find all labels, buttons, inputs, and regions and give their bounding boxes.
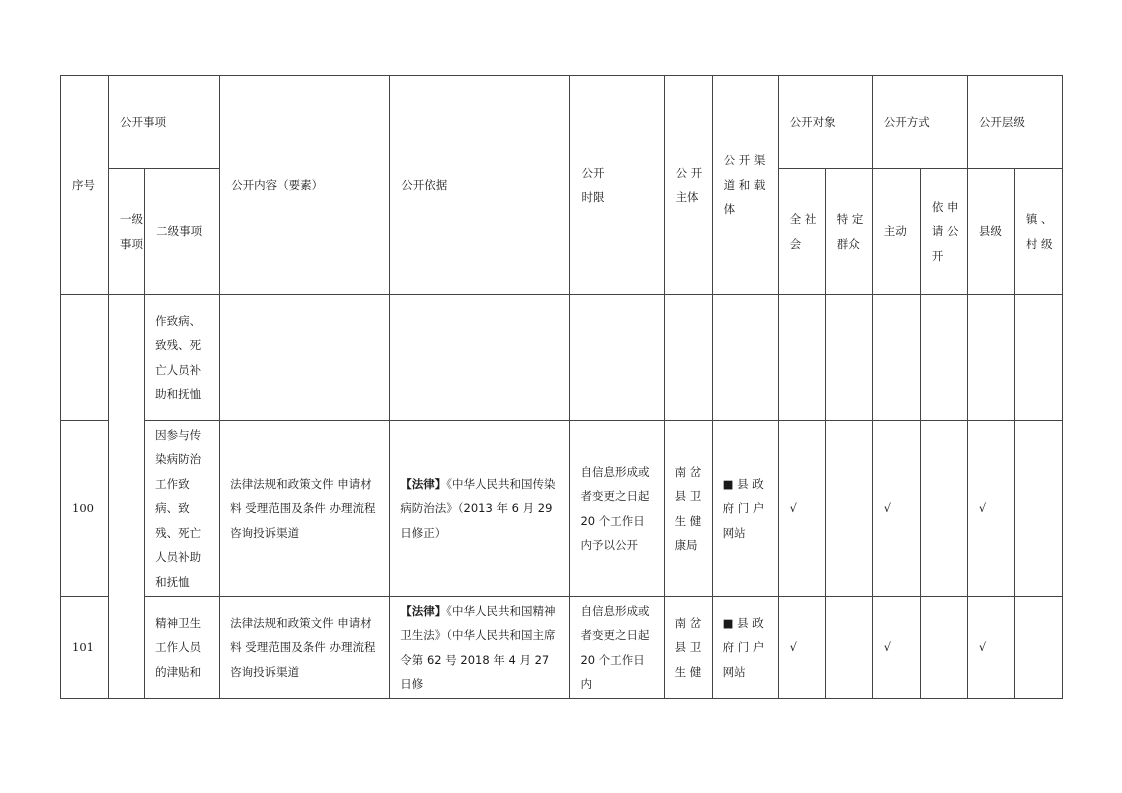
cell-basis-tag: 【法律】 <box>400 476 447 491</box>
cell-audience-all <box>778 295 825 421</box>
header-audience-all: 全 社 会 <box>778 169 825 295</box>
cell-content <box>220 295 390 421</box>
cell-channel: ■ 县 政 府 门 户 网站 <box>712 421 778 597</box>
cell-subject: 南 岔 县 卫 生 健 康局 <box>664 421 712 597</box>
cell-level-county: √ <box>967 421 1014 597</box>
header-content: 公开内容（要素） <box>220 76 390 295</box>
cell-method-apply <box>920 597 967 699</box>
cell-basis-text: 《中华人民共和国精神卫生法》（中华人民共和国主席令第 62 号 2018 年 4 月 27 日修 <box>400 603 556 691</box>
header-time-limit-line2: 时限 <box>581 190 605 204</box>
cell-subject: 南 岔 县 卫 生 健 <box>664 597 712 699</box>
cell-audience-all: √ <box>778 597 825 699</box>
header-subject-line1: 公 开 <box>675 165 703 180</box>
disclosure-table <box>60 75 1063 699</box>
cell-seq: 101 <box>61 597 109 699</box>
header-matter: 公开事项 <box>109 76 220 169</box>
cell-level-county: √ <box>967 597 1014 699</box>
header-level: 公开层级 <box>967 76 1062 169</box>
cell-seq <box>61 295 109 421</box>
cell-basis-tag: 【法律】 <box>400 603 447 618</box>
cell-channel: ■ 县 政 府 门 户 网站 <box>712 597 778 699</box>
cell-level2: 因参与传染病防治工作致病、致残、死亡人员补助和抚恤 <box>145 421 220 597</box>
cell-basis-text: 《中华人民共和国传染病防治法》（2013 年 6 月 29 日修正） <box>400 476 556 540</box>
cell-level1-merged <box>109 295 145 699</box>
header-level-town: 镇 、 村 级 <box>1014 169 1062 295</box>
cell-time-limit: 自信息形成或者变更之日起 20 个工作日内 <box>570 597 664 699</box>
header-basis: 公开依据 <box>390 76 570 295</box>
header-audience-specific: 特 定 群众 <box>825 169 872 295</box>
cell-audience-specific <box>825 597 872 699</box>
header-level-county: 县级 <box>967 169 1014 295</box>
cell-level-town <box>1014 421 1062 597</box>
header-row-1 <box>61 76 1063 169</box>
cell-method-active: √ <box>872 421 920 597</box>
cell-basis <box>390 597 570 699</box>
table-row <box>61 421 1063 597</box>
cell-level2: 精神卫生工作人员的津贴和 <box>145 597 220 699</box>
header-subject <box>664 76 712 295</box>
cell-audience-specific <box>825 295 872 421</box>
cell-channel <box>712 295 778 421</box>
cell-basis <box>390 295 570 421</box>
cell-time-limit <box>570 295 664 421</box>
cell-basis <box>390 421 570 597</box>
header-time-limit-line1: 公开 <box>581 165 605 180</box>
table-row <box>61 295 1063 421</box>
cell-time-limit: 自信息形成或者变更之日起 20 个工作日内予以公开 <box>570 421 664 597</box>
cell-method-apply <box>920 421 967 597</box>
cell-audience-specific <box>825 421 872 597</box>
cell-level-town <box>1014 295 1062 421</box>
header-audience: 公开对象 <box>778 76 872 169</box>
cell-audience-all: √ <box>778 421 825 597</box>
cell-content: 法律法规和政策文件 申请材料 受理范围及条件 办理流程 咨询投诉渠道 <box>220 597 390 699</box>
cell-content: 法律法规和政策文件 申请材料 受理范围及条件 办理流程 咨询投诉渠道 <box>220 421 390 597</box>
cell-level-town <box>1014 597 1062 699</box>
cell-level2: 作致病、致残、死亡人员补助和抚恤 <box>145 295 220 421</box>
table-row <box>61 597 1063 699</box>
header-time-limit <box>570 76 664 295</box>
header-level2: 二级事项 <box>145 169 220 295</box>
cell-seq: 100 <box>61 421 109 597</box>
cell-method-active <box>872 295 920 421</box>
header-method: 公开方式 <box>872 76 967 169</box>
header-method-active: 主动 <box>872 169 920 295</box>
cell-level-county <box>967 295 1014 421</box>
cell-method-apply <box>920 295 967 421</box>
header-subject-line2: 主体 <box>675 190 699 204</box>
cell-subject <box>664 295 712 421</box>
header-channel: 公 开 渠 道 和 载 体 <box>712 76 778 295</box>
header-seq: 序号 <box>61 76 109 295</box>
cell-method-active: √ <box>872 597 920 699</box>
header-method-apply: 依 申 请 公 开 <box>920 169 967 295</box>
header-level1: 一级事项 <box>109 169 145 295</box>
